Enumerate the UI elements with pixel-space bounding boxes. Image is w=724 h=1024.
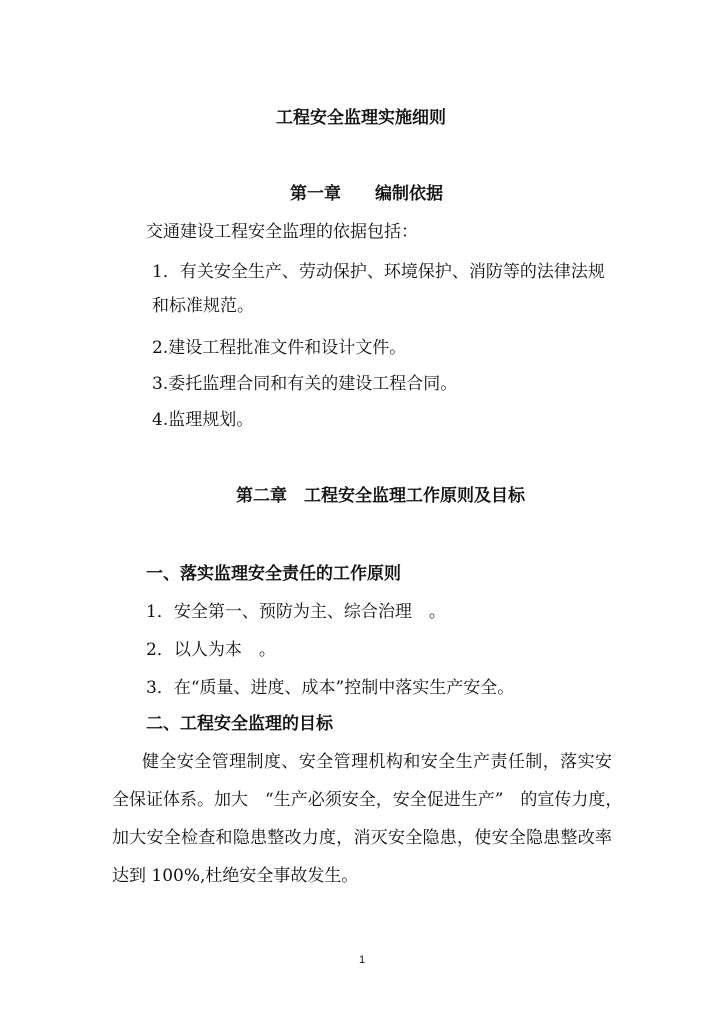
chapter-1-item-1: 1．有关安全生产、劳动保护、环境保护、消防等的法律法规 — [152, 262, 605, 282]
section-1-title: 一、落实监理安全责任的工作原则 — [146, 564, 401, 584]
chapter-1-item-1-cont: 和标准规范。 — [152, 296, 254, 316]
chapter-1-intro: 交通建设工程安全监理的依据包括： — [146, 222, 418, 242]
doc-title: 工程安全监理实施细则 — [276, 108, 446, 128]
section-2-line-4: 达到 100%,杜绝安全事故发生。 — [112, 866, 359, 886]
section-2-title: 二、工程安全监理的目标 — [146, 714, 333, 734]
page-number: 1 — [359, 954, 366, 966]
chapter-1-item-4: 4.监理规划。 — [152, 410, 254, 430]
chapter-1-item-3: 3.委托监理合同和有关的建设工程合同。 — [152, 374, 458, 394]
section-2-line-2: 全保证体系。加大 “生产必须安全，安全促进生产” 的宣传力度， — [112, 790, 623, 810]
section-2-line-1: 健全安全管理制度、安全管理机构和安全生产责任制，落实安 — [142, 752, 612, 772]
section-1-item-1: 1．安全第一、预防为主、综合治理 。 — [146, 602, 446, 622]
section-1-item-3: 3．在“质量、进度、成本”控制中落实生产安全。 — [146, 678, 515, 698]
chapter-1-item-2: 2.建设工程批准文件和设计文件。 — [152, 338, 407, 358]
section-2-line-3: 加大安全检查和隐患整改力度，消灭安全隐患，使安全隐患整改率 — [112, 828, 612, 848]
chapter-2-title: 第二章 工程安全监理工作原则及目标 — [236, 486, 525, 506]
chapter-1-title: 第一章 编制依据 — [290, 184, 443, 204]
section-1-item-2: 2．以人为本 。 — [146, 640, 276, 660]
